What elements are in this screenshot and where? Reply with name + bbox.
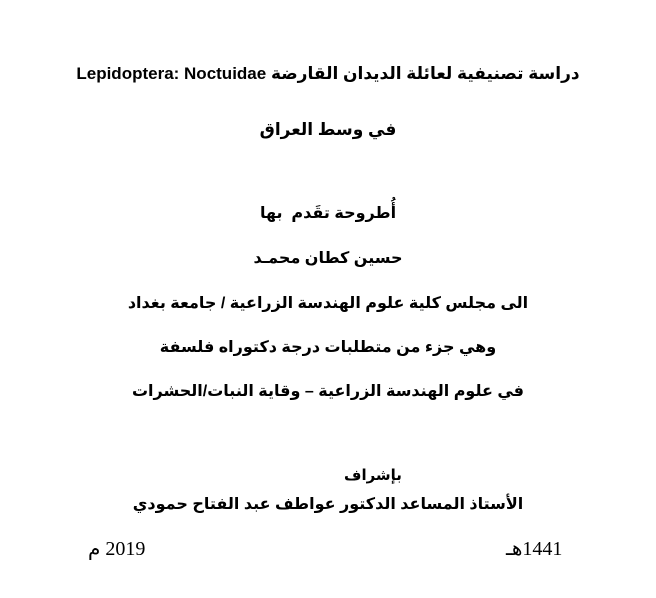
thesis-title-line2: في وسط العراق (259, 120, 397, 139)
author-name: حسين كطان محمـد (253, 250, 403, 267)
gregorian-year: 2019 م (88, 538, 146, 560)
faculty-line: الى مجلس كلية علوم الهندسة الزراعية / جامعة بغداد (127, 295, 529, 312)
submission-statement: أُطروحة تقَدم بها (259, 205, 397, 222)
supervisor-name: الأستاذ المساعد الدكتور عواطف عبد الفتاح حمودي (132, 496, 524, 513)
department-line: في علوم الهندسة الزراعية – وقاية النبات/الحشرات (131, 383, 525, 400)
thesis-title-line1: دراسة تصنيفية لعائلة الديدان القارضة Lepidoptera: Noctuidae (76, 64, 580, 83)
degree-requirement-line: وهي جزء من متطلبات درجة دكتوراه فلسفة (159, 339, 497, 356)
supervision-label: بإشراف (344, 467, 402, 484)
hijri-year: 1441هـ (506, 538, 563, 560)
